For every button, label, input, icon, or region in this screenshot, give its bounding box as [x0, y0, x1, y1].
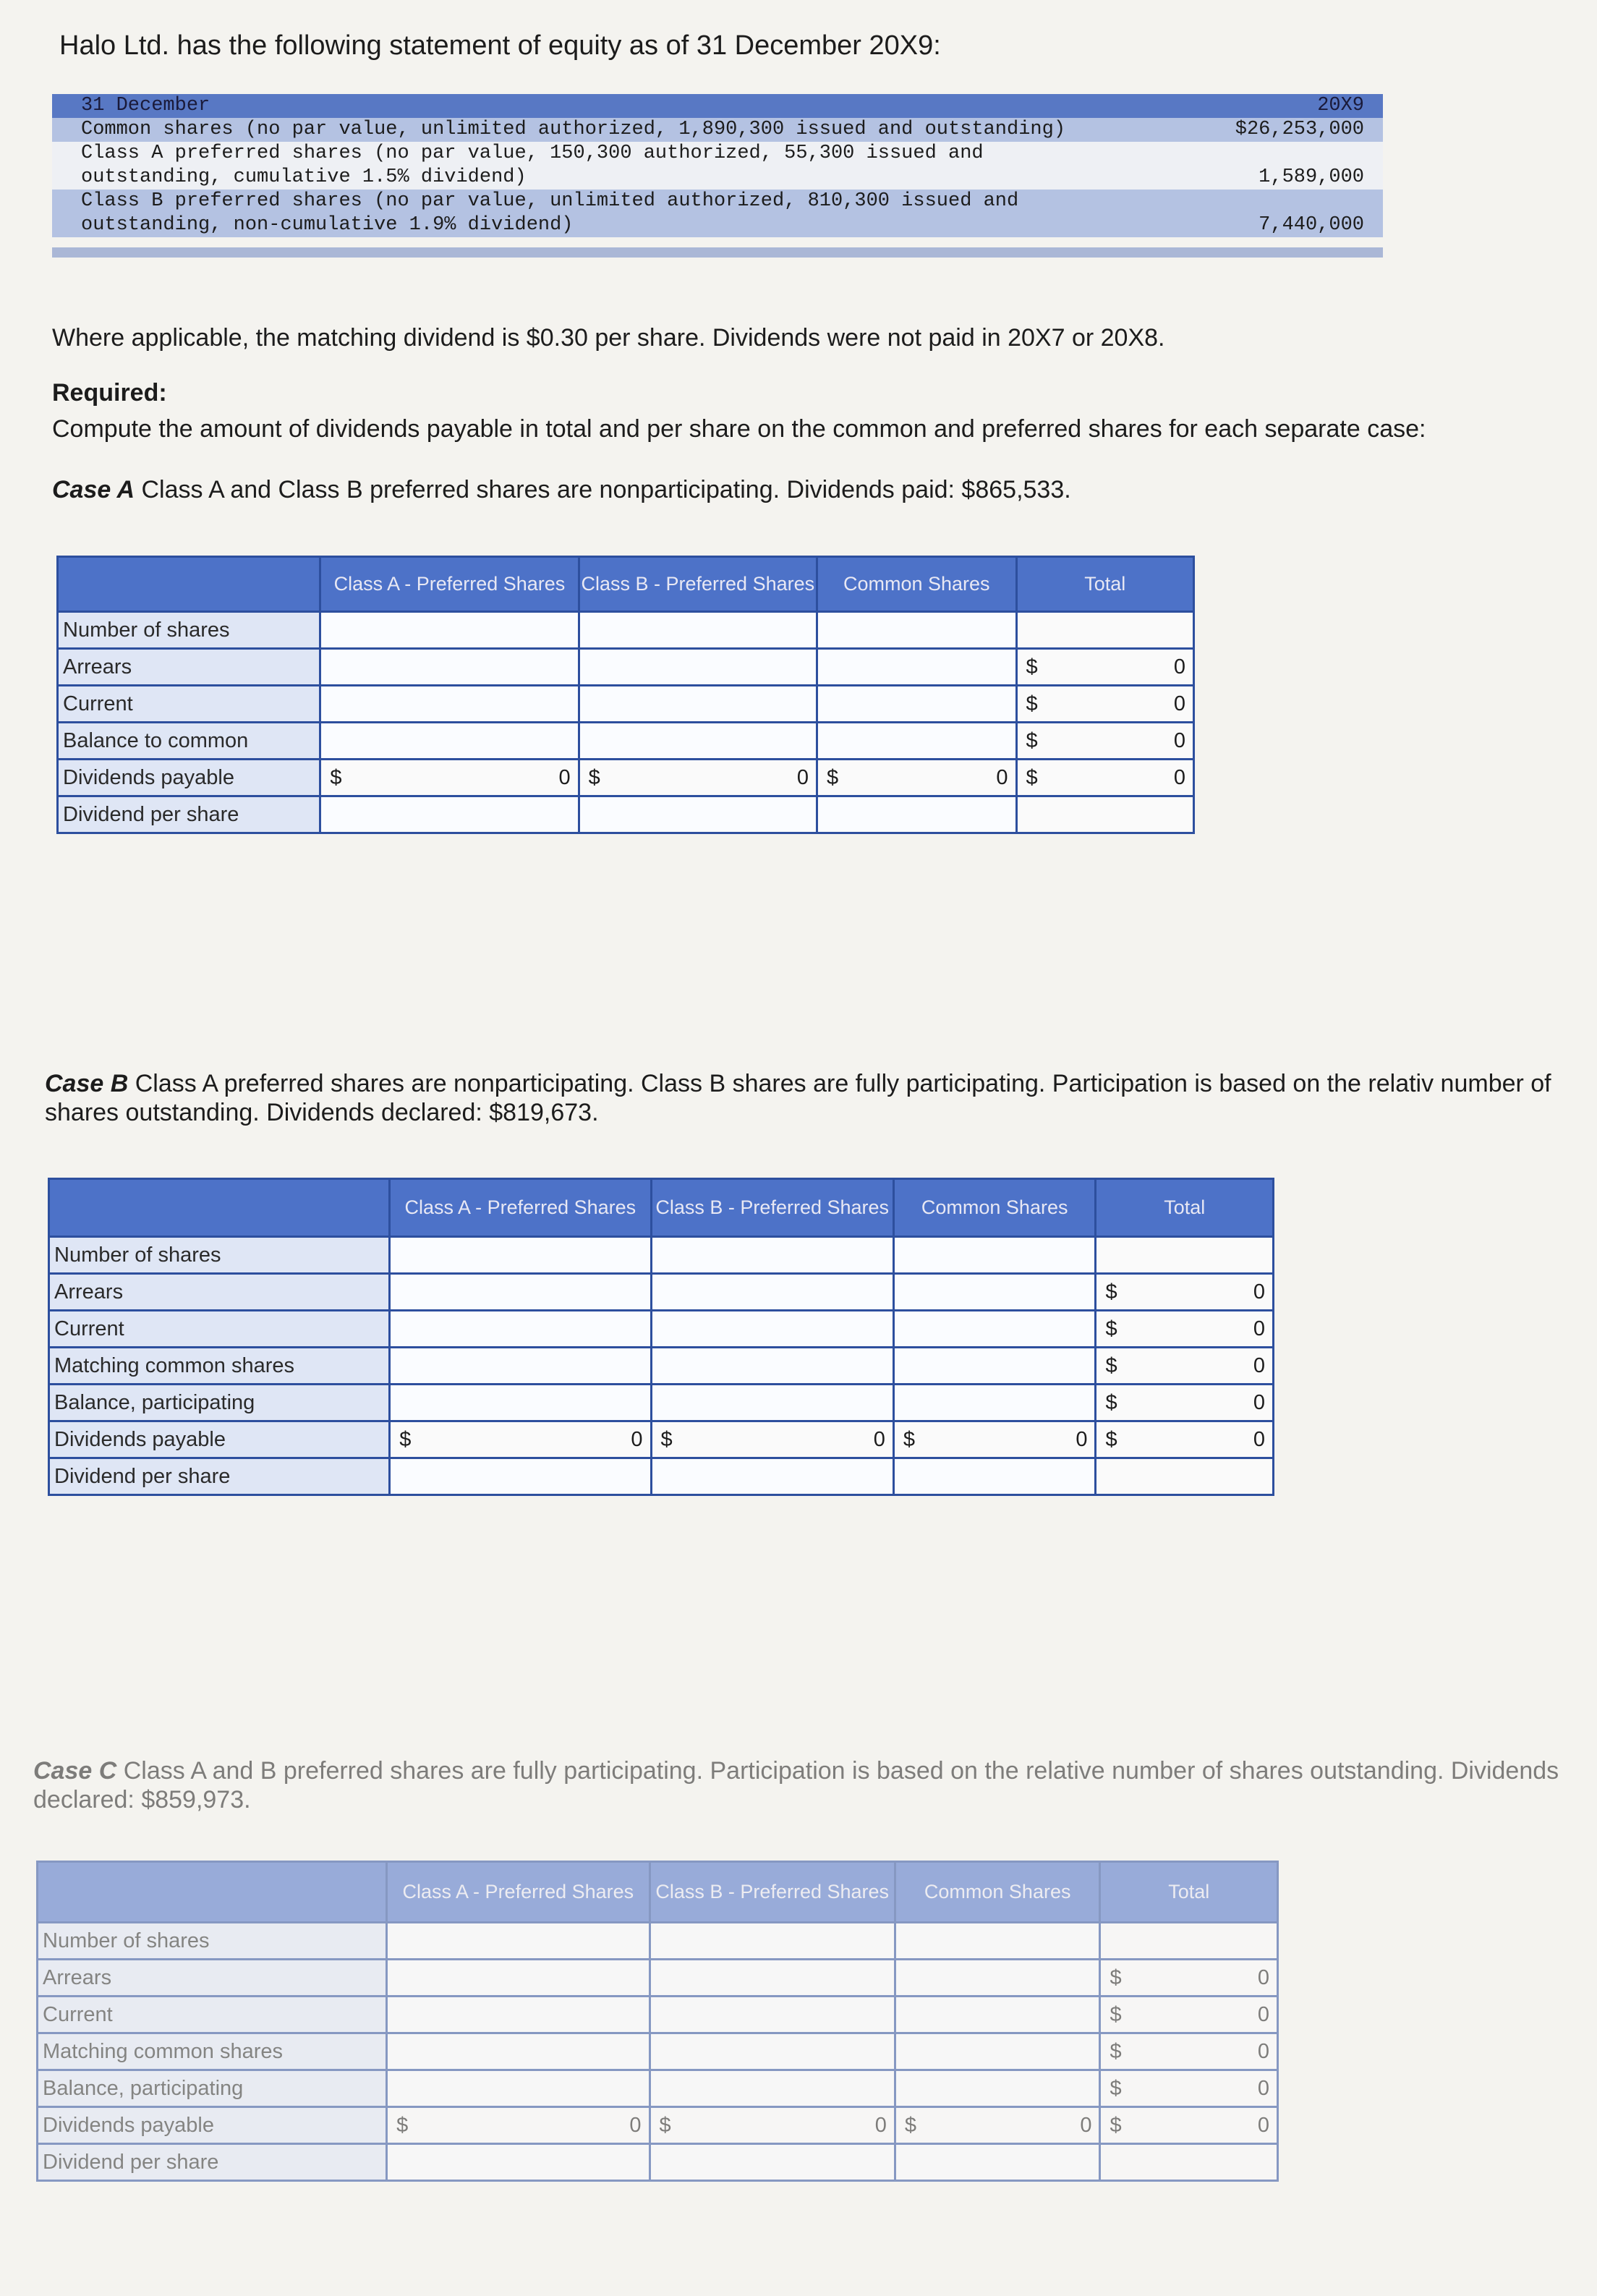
total-cell: $ 0	[1100, 2070, 1278, 2107]
input-cell[interactable]	[390, 1274, 651, 1311]
row-label: Dividends payable	[58, 760, 320, 796]
case-c-table	[36, 1861, 1279, 2182]
computed-cell: $ 0	[579, 760, 817, 796]
input-cell[interactable]	[579, 612, 817, 649]
total-cell: $ 0	[1096, 1311, 1274, 1348]
equity-row-label: Common shares (no par value, unlimited authorized, 1,890,300 issued and outstanding)	[81, 119, 1066, 140]
row-label: Dividend per share	[58, 796, 320, 833]
row-label: Arrears	[38, 1960, 387, 1997]
input-cell[interactable]	[320, 612, 579, 649]
row-label: Current	[58, 686, 320, 723]
col-header: Class A - Preferred Shares	[320, 557, 579, 612]
equity-row-label: outstanding, cumulative 1.5% dividend)	[81, 166, 527, 188]
input-cell[interactable]	[893, 1311, 1096, 1348]
equity-header-row	[52, 94, 1383, 118]
total-cell: $ 0	[1096, 1421, 1274, 1458]
row-label: Matching common shares	[38, 2033, 387, 2070]
table-corner	[58, 557, 320, 612]
row-label: Current	[38, 1997, 387, 2033]
input-cell[interactable]	[320, 796, 579, 833]
case-c-text: Class A and B preferred shares are fully participating. Participation is based on the relative number of shares outstanding. Dividends declared: $859,973.	[33, 1757, 1559, 1814]
input-cell[interactable]	[817, 649, 1017, 686]
total-cell: $ 0	[1100, 1997, 1278, 2033]
row-label: Balance, participating	[38, 2070, 387, 2107]
case-b-text: Class A preferred shares are nonparticipating. Class B shares are fully participating. Participation is based on the relativ number of shares outstanding. Dividends declared: $819,673.	[45, 1070, 1551, 1126]
case-b-description	[45, 1069, 1593, 1127]
blank-cell	[1016, 796, 1193, 833]
input-cell[interactable]	[651, 1385, 893, 1421]
equity-row	[52, 213, 1383, 237]
col-header: Class B - Preferred Shares	[650, 1862, 895, 1923]
row-label: Number of shares	[49, 1237, 390, 1274]
case-a-description	[52, 476, 1071, 504]
input-cell[interactable]	[651, 1311, 893, 1348]
row-label: Dividends payable	[49, 1421, 390, 1458]
input-cell[interactable]	[390, 1311, 651, 1348]
input-cell[interactable]	[387, 1960, 650, 1997]
col-header: Total	[1100, 1862, 1278, 1923]
input-cell[interactable]	[650, 2070, 895, 2107]
case-a-table	[56, 556, 1195, 834]
input-cell[interactable]	[650, 1997, 895, 2033]
equity-row-value: 7,440,000	[1259, 214, 1364, 236]
table-corner	[49, 1179, 390, 1237]
input-cell[interactable]	[893, 1237, 1096, 1274]
note-text: Where applicable, the matching dividend is $0.30 per share. Dividends were not paid in 20X7 or 20X8.	[52, 324, 1165, 352]
input-cell[interactable]	[650, 2144, 895, 2181]
intro-text: Halo Ltd. has the following statement of equity as of 31 December 20X9:	[59, 30, 941, 61]
col-header: Class A - Preferred Shares	[387, 1862, 650, 1923]
row-label: Number of shares	[38, 1923, 387, 1960]
equity-header-label: 31 December	[81, 95, 210, 116]
col-header: Class A - Preferred Shares	[390, 1179, 651, 1237]
equity-statement	[52, 94, 1383, 258]
table-corner	[38, 1862, 387, 1923]
input-cell[interactable]	[650, 1960, 895, 1997]
input-cell[interactable]	[817, 612, 1017, 649]
blank-cell	[1100, 1923, 1278, 1960]
row-label: Arrears	[49, 1274, 390, 1311]
computed-cell: $ 0	[895, 2107, 1100, 2144]
input-cell[interactable]	[387, 1923, 650, 1960]
required-text: Compute the amount of dividends payable in total and per share on the common and preferred shares for each separate case:	[52, 415, 1426, 443]
equity-row-label: outstanding, non-cumulative 1.9% dividend)	[81, 214, 574, 236]
input-cell[interactable]	[387, 2033, 650, 2070]
blank-cell	[1096, 1237, 1274, 1274]
computed-cell: $ 0	[651, 1421, 893, 1458]
input-cell[interactable]	[387, 1997, 650, 2033]
equity-header-year: 20X9	[1317, 95, 1364, 116]
equity-row	[52, 118, 1383, 142]
blank-cell	[1096, 1458, 1274, 1495]
input-cell[interactable]	[390, 1237, 651, 1274]
equity-row-value	[1162, 190, 1383, 213]
blank-cell	[1016, 612, 1193, 649]
row-label: Balance, participating	[49, 1385, 390, 1421]
row-label: Dividends payable	[38, 2107, 387, 2144]
input-cell[interactable]	[651, 1458, 893, 1495]
case-b-tag: Case B	[45, 1070, 129, 1097]
equity-row	[52, 190, 1383, 213]
row-label: Arrears	[58, 649, 320, 686]
blank-cell	[1100, 2144, 1278, 2181]
col-header: Common Shares	[895, 1862, 1100, 1923]
row-label: Number of shares	[58, 612, 320, 649]
equity-row	[52, 142, 1383, 166]
computed-cell: $ 0	[650, 2107, 895, 2144]
row-label: Current	[49, 1311, 390, 1348]
computed-cell: $ 0	[320, 760, 579, 796]
input-cell[interactable]	[817, 796, 1017, 833]
input-cell[interactable]	[579, 796, 817, 833]
input-cell[interactable]	[651, 1274, 893, 1311]
input-cell[interactable]	[895, 1960, 1100, 1997]
equity-row-label: Class A preferred shares (no par value, 150,300 authorized, 55,300 issued and	[81, 143, 984, 164]
input-cell[interactable]	[387, 2144, 650, 2181]
input-cell[interactable]	[650, 2033, 895, 2070]
equity-row-value: $26,253,000	[1235, 119, 1364, 140]
input-cell[interactable]	[893, 1458, 1096, 1495]
total-cell: $ 0	[1016, 686, 1193, 723]
case-b-table	[48, 1178, 1274, 1496]
input-cell[interactable]	[893, 1348, 1096, 1385]
equity-row	[52, 166, 1383, 190]
total-cell: $ 0	[1016, 649, 1193, 686]
col-header: Common Shares	[817, 557, 1017, 612]
input-cell[interactable]	[390, 1348, 651, 1385]
total-cell: $ 0	[1016, 723, 1193, 760]
input-cell[interactable]	[320, 649, 579, 686]
col-header: Class B - Preferred Shares	[579, 557, 817, 612]
input-cell[interactable]	[893, 1274, 1096, 1311]
col-header: Common Shares	[893, 1179, 1096, 1237]
row-label: Matching common shares	[49, 1348, 390, 1385]
computed-cell: $ 0	[893, 1421, 1096, 1458]
input-cell[interactable]	[895, 1923, 1100, 1960]
input-cell[interactable]	[579, 686, 817, 723]
input-cell[interactable]	[895, 2144, 1100, 2181]
total-cell: $ 0	[1096, 1348, 1274, 1385]
computed-cell: $ 0	[390, 1421, 651, 1458]
total-cell: $ 0	[1096, 1274, 1274, 1311]
input-cell[interactable]	[650, 1923, 895, 1960]
row-label: Dividend per share	[38, 2144, 387, 2181]
total-cell: $ 0	[1100, 2107, 1278, 2144]
total-cell: $ 0	[1100, 2033, 1278, 2070]
input-cell[interactable]	[651, 1237, 893, 1274]
input-cell[interactable]	[579, 723, 817, 760]
input-cell[interactable]	[817, 723, 1017, 760]
input-cell[interactable]	[320, 723, 579, 760]
case-a-text: Class A and Class B preferred shares are nonparticipating. Dividends paid: $865,533.	[135, 476, 1071, 503]
computed-cell: $ 0	[387, 2107, 650, 2144]
input-cell[interactable]	[893, 1385, 1096, 1421]
col-header: Total	[1016, 557, 1193, 612]
equity-row-label: Class B preferred shares (no par value, unlimited authorized, 810,300 issued and	[81, 190, 1019, 212]
case-c-tag: Case C	[33, 1757, 117, 1785]
total-cell: $ 0	[1100, 1960, 1278, 1997]
total-cell: $ 0	[1016, 760, 1193, 796]
input-cell[interactable]	[895, 2070, 1100, 2107]
equity-row-value: 1,589,000	[1259, 166, 1364, 188]
row-label: Dividend per share	[49, 1458, 390, 1495]
total-cell: $ 0	[1096, 1385, 1274, 1421]
input-cell[interactable]	[817, 686, 1017, 723]
input-cell[interactable]	[387, 2070, 650, 2107]
equity-row-value	[1162, 142, 1383, 166]
computed-cell: $ 0	[817, 760, 1017, 796]
required-title: Required:	[52, 379, 167, 407]
case-c-description	[33, 1756, 1588, 1814]
input-cell[interactable]	[579, 649, 817, 686]
input-cell[interactable]	[390, 1458, 651, 1495]
case-a-tag: Case A	[52, 476, 135, 503]
input-cell[interactable]	[390, 1385, 651, 1421]
input-cell[interactable]	[895, 1997, 1100, 2033]
input-cell[interactable]	[651, 1348, 893, 1385]
row-label: Balance to common	[58, 723, 320, 760]
col-header: Total	[1096, 1179, 1274, 1237]
col-header: Class B - Preferred Shares	[651, 1179, 893, 1237]
input-cell[interactable]	[320, 686, 579, 723]
equity-footer-bar	[52, 247, 1383, 258]
input-cell[interactable]	[895, 2033, 1100, 2070]
